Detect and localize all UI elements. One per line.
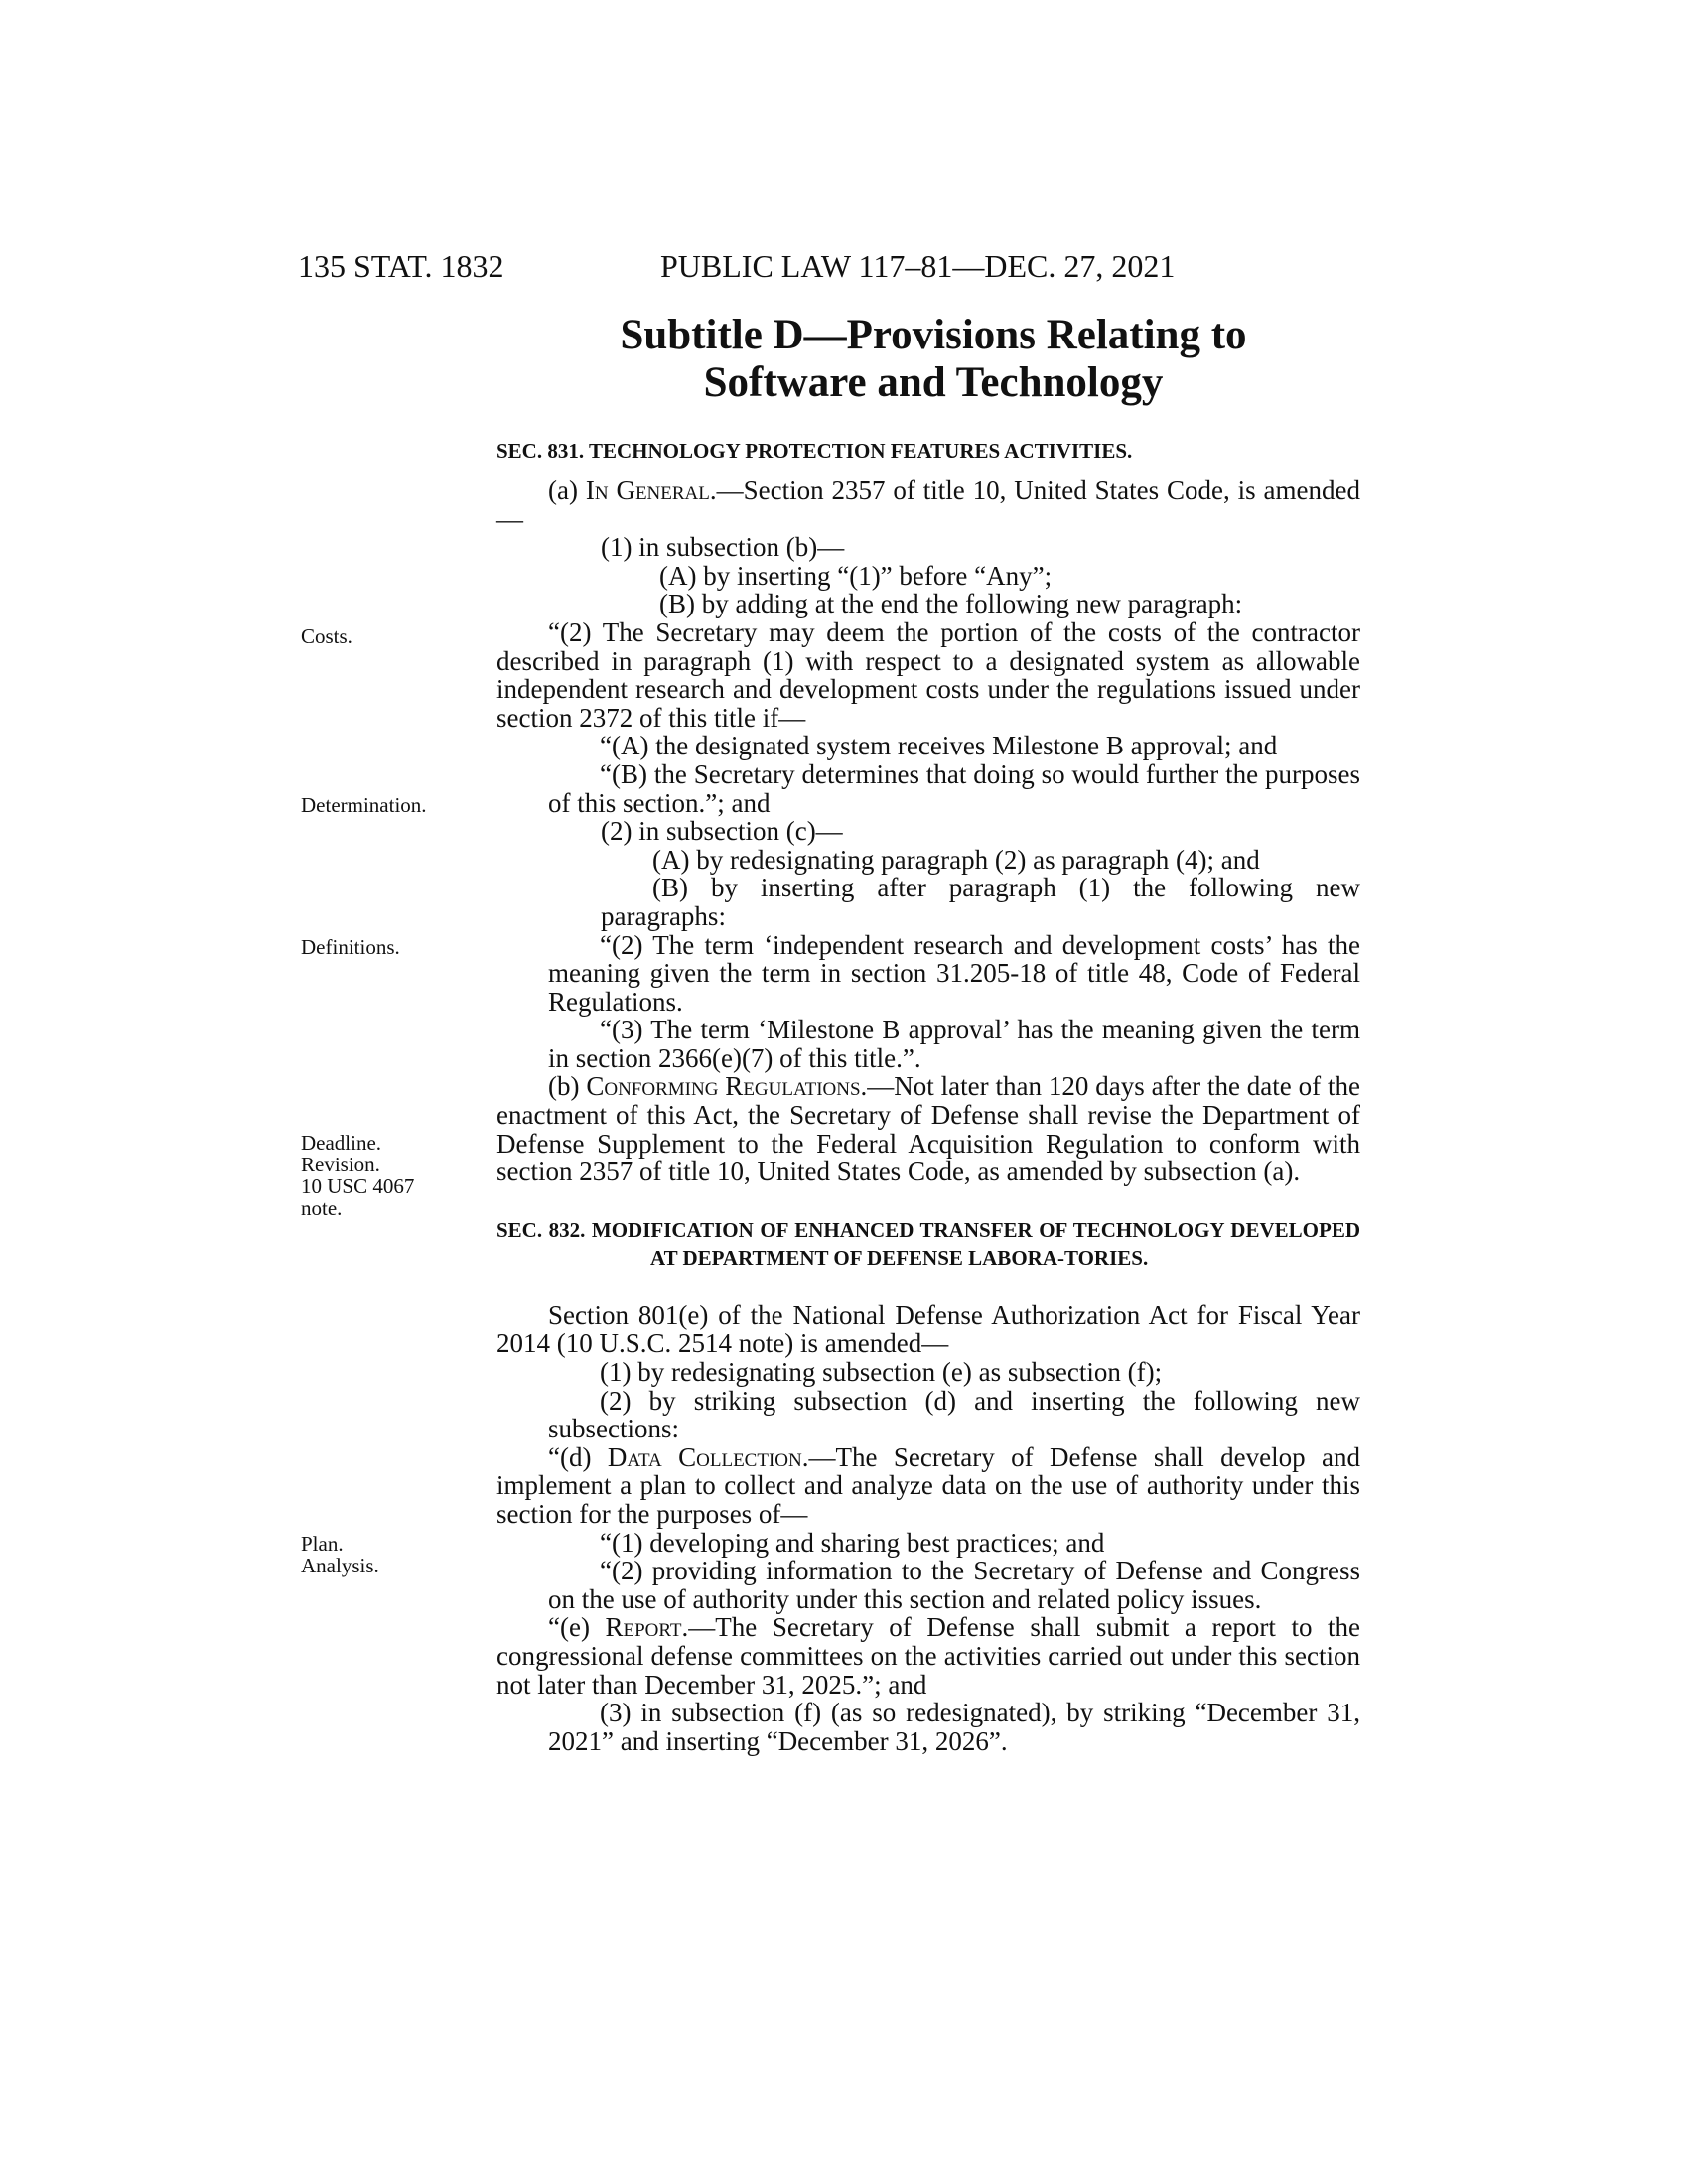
paragraph: (A) by redesignating paragraph (2) as paragraph (4); and <box>652 844 1260 875</box>
section-831-heading: SEC. 831. TECHNOLOGY PROTECTION FEATURES ACTIVITIES. <box>496 439 1133 463</box>
definition: “(2) The term ‘independent research and development costs’ has the meaning given the term in section 31.205-18 of title 48, Code of Federal Regulations. <box>548 929 1360 1017</box>
quoted-paragraph: “(B) the Secretary determines that doing so would further the purposes of this section.”; and <box>548 758 1360 818</box>
quoted-paragraph: “(A) the designated system receives Milestone B approval; and <box>600 731 1278 761</box>
document-body <box>496 437 1360 1755</box>
section-831-subsection-a: (a) In General.—Section 2357 of title 10, United States Code, is amended— <box>496 476 1360 534</box>
paragraph: (1) in subsection (b)— <box>601 532 845 563</box>
paragraph: (B) by inserting after paragraph (1) the following new paragraphs: <box>601 873 1360 931</box>
section-832-heading: SEC. 832. MODIFICATION OF ENHANCED TRANSFER OF TECHNOLOGY DEVELOPED AT DEPARTMENT OF DEFENSE LABORA-TORIES. <box>496 1217 1360 1270</box>
quoted-paragraph: “(1) developing and sharing best practices; and <box>600 1527 1105 1558</box>
subtitle-line-1: Subtitle D—Provisions Relating to <box>620 312 1247 358</box>
sidenote-definitions: Definitions. <box>301 935 400 959</box>
definition: “(3) The term ‘Milestone B approval’ has the meaning given the term in section 2366(e)(7) of this title.”. <box>548 1015 1360 1073</box>
paragraph: Section 801(e) of the National Defense Authorization Act for Fiscal Year 2014 (10 U.S.C. 2514 note) is amended— <box>496 1299 1360 1359</box>
quoted-paragraph: “(2) providing information to the Secretary of Defense and Congress on the use of authority under this section and related policy issues. <box>548 1556 1360 1614</box>
sidenote-plan: Plan. Analysis. <box>301 1532 379 1577</box>
paragraph: (2) in subsection (c)— <box>601 816 843 847</box>
paragraph: (B) by adding at the end the following new paragraph: <box>659 589 1243 619</box>
sidenote-costs: Costs. <box>301 624 352 648</box>
paragraph: (A) by inserting “(1)” before “Any”; <box>659 560 1053 591</box>
subtitle-heading <box>496 312 1370 407</box>
public-law-citation: PUBLIC LAW 117–81—DEC. 27, 2021 <box>660 248 1176 284</box>
paragraph: (1) by redesignating subsection (e) as subsection (f); <box>600 1357 1163 1388</box>
sidenote-deadline: Deadline. Revision. 10 USC 4067 note. <box>301 1131 415 1220</box>
subsection-d: “(d) Data Collection.—The Secretary of Defense shall develop and implement a plan to collect and analyze data on the use of authority under this section for the purposes of— <box>496 1441 1360 1529</box>
stat-citation: 135 STAT. 1832 <box>298 248 504 284</box>
section-831-subsection-b: (b) Conforming Regulations.—Not later than 120 days after the date of the enactment of this Act, the Secretary of Defense shall revise the Department of Defense Supplement to the Federal Acquisition Regulation to conform with section 2357 of title 10, United States Code, as amended by subsection (a). <box>496 1071 1361 1187</box>
page-header <box>298 244 1370 288</box>
subsection-e: “(e) Report.—The Secretary of Defense shall submit a report to the congressional defense committees on the activities carried out under this section not later than December 31, 2025.”; and <box>496 1612 1361 1700</box>
sidenote-determination: Determination. <box>301 793 427 817</box>
paragraph: (2) by striking subsection (d) and inserting the following new subsections: <box>548 1385 1360 1444</box>
quoted-paragraph: “(2) The Secretary may deem the portion of the costs of the contractor described in paragraph (1) with respect to a designated system as allowable independent research and development costs under the regulations issued under section 2372 of this title if— <box>496 616 1360 733</box>
paragraph: (3) in subsection (f) (as so redesignated), by striking “December 31, 2021” and inserting “December 31, 2026”. <box>548 1698 1360 1756</box>
subtitle-line-2: Software and Technology <box>703 359 1164 406</box>
